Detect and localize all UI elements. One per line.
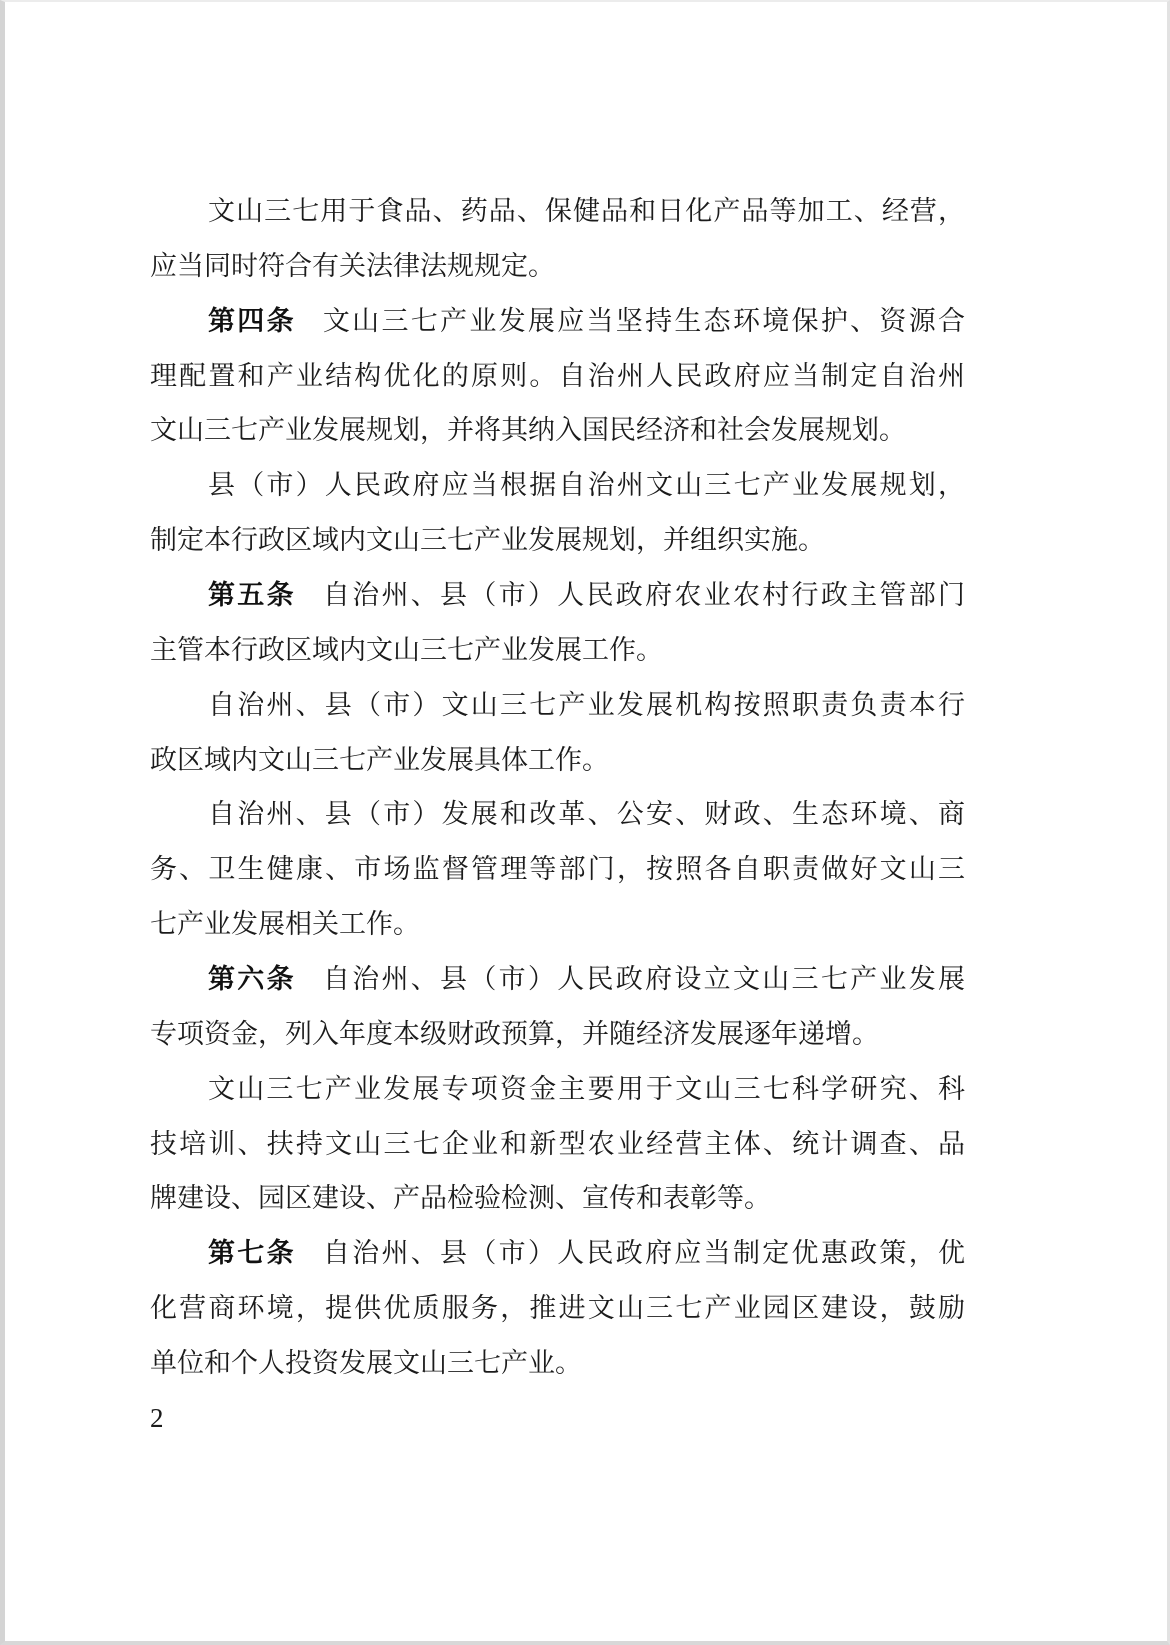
text-line (150, 1282, 965, 1337)
text-line (150, 1118, 965, 1173)
text-line (150, 898, 965, 953)
text-line-content: 化营商环境，提供优质服务，推进文山三七产业园区建设，鼓励 (150, 1293, 965, 1325)
text-line (150, 1008, 965, 1063)
text-line-content: 单位和个人投资发展文山三七产业。 (150, 1348, 582, 1380)
text-line (150, 734, 965, 789)
text-line (150, 953, 965, 1008)
text-line (150, 1063, 965, 1118)
paragraph-article-6 (150, 953, 965, 1063)
text-line-content: 自治州、县（市）发展和改革、公安、财政、生态环境、商 (208, 799, 965, 831)
page-number: 2 (150, 1403, 164, 1433)
article-heading: 第七条 (208, 1238, 296, 1270)
text-line (150, 1172, 965, 1227)
paragraph (150, 1063, 965, 1228)
text-line (150, 1227, 965, 1282)
text-line (150, 459, 965, 514)
text-line-content: 务、卫生健康、市场监督管理等部门，按照各自职责做好文山三 (150, 854, 965, 886)
text-line-content: 文山三七用于食品、药品、保健品和日化产品等加工、经营， (208, 196, 965, 227)
text-line (150, 350, 965, 405)
text-line-content: 文山三七产业发展应当坚持生态环境保护、资源合 (322, 305, 965, 337)
text-line-content: 制定本行政区域内文山三七产业发展规划，并组织实施。 (150, 525, 825, 557)
text-line (150, 788, 965, 843)
text-line (150, 1337, 965, 1392)
text-line (150, 295, 965, 350)
paragraph-article-5 (150, 569, 965, 679)
text-line-content: 自治州、县（市）人民政府农业农村行政主管部门 (322, 580, 965, 612)
text-line-content: 文山三七产业发展专项资金主要用于文山三七科学研究、科 (208, 1073, 965, 1105)
article-heading: 第六条 (208, 964, 296, 996)
text-line (150, 843, 965, 898)
document-body (150, 185, 965, 1392)
text-line-content: 专项资金，列入年度本级财政预算，并随经济发展逐年递增。 (150, 1018, 879, 1050)
text-line (150, 240, 965, 295)
text-line (150, 185, 965, 240)
article-heading: 第五条 (208, 580, 296, 612)
text-line-content: 牌建设、园区建设、产品检验检测、宣传和表彰等。 (150, 1183, 771, 1215)
text-line (150, 569, 965, 624)
paragraph (150, 185, 965, 295)
text-line-content: 自治州、县（市）人民政府设立文山三七产业发展 (322, 964, 965, 996)
text-line (150, 679, 965, 734)
paragraph (150, 788, 965, 953)
text-line (150, 624, 965, 679)
article-heading: 第四条 (208, 305, 296, 337)
text-line-content: 七产业发展相关工作。 (150, 909, 420, 941)
text-line-content: 县（市）人民政府应当根据自治州文山三七产业发展规划， (208, 470, 965, 502)
text-line-content: 自治州、县（市）文山三七产业发展机构按照职责负责本行 (208, 689, 965, 721)
paragraph-article-7 (150, 1227, 965, 1392)
text-line (150, 514, 965, 569)
text-line-content: 应当同时符合有关法律法规规定。 (150, 250, 555, 282)
text-line-content: 技培训、扶持文山三七企业和新型农业经营主体、统计调查、品 (150, 1128, 965, 1160)
text-line-content: 自治州、县（市）人民政府应当制定优惠政策，优 (322, 1238, 965, 1270)
text-line-content: 文山三七产业发展规划，并将其纳入国民经济和社会发展规划。 (150, 415, 906, 447)
text-line-content: 主管本行政区域内文山三七产业发展工作。 (150, 634, 663, 666)
text-line-content: 理配置和产业结构优化的原则。自治州人民政府应当制定自治州 (150, 360, 965, 392)
text-line (150, 404, 965, 459)
paragraph-article-4 (150, 295, 965, 460)
paragraph (150, 679, 965, 789)
paragraph (150, 459, 965, 569)
text-line-content: 政区域内文山三七产业发展具体工作。 (150, 744, 609, 776)
